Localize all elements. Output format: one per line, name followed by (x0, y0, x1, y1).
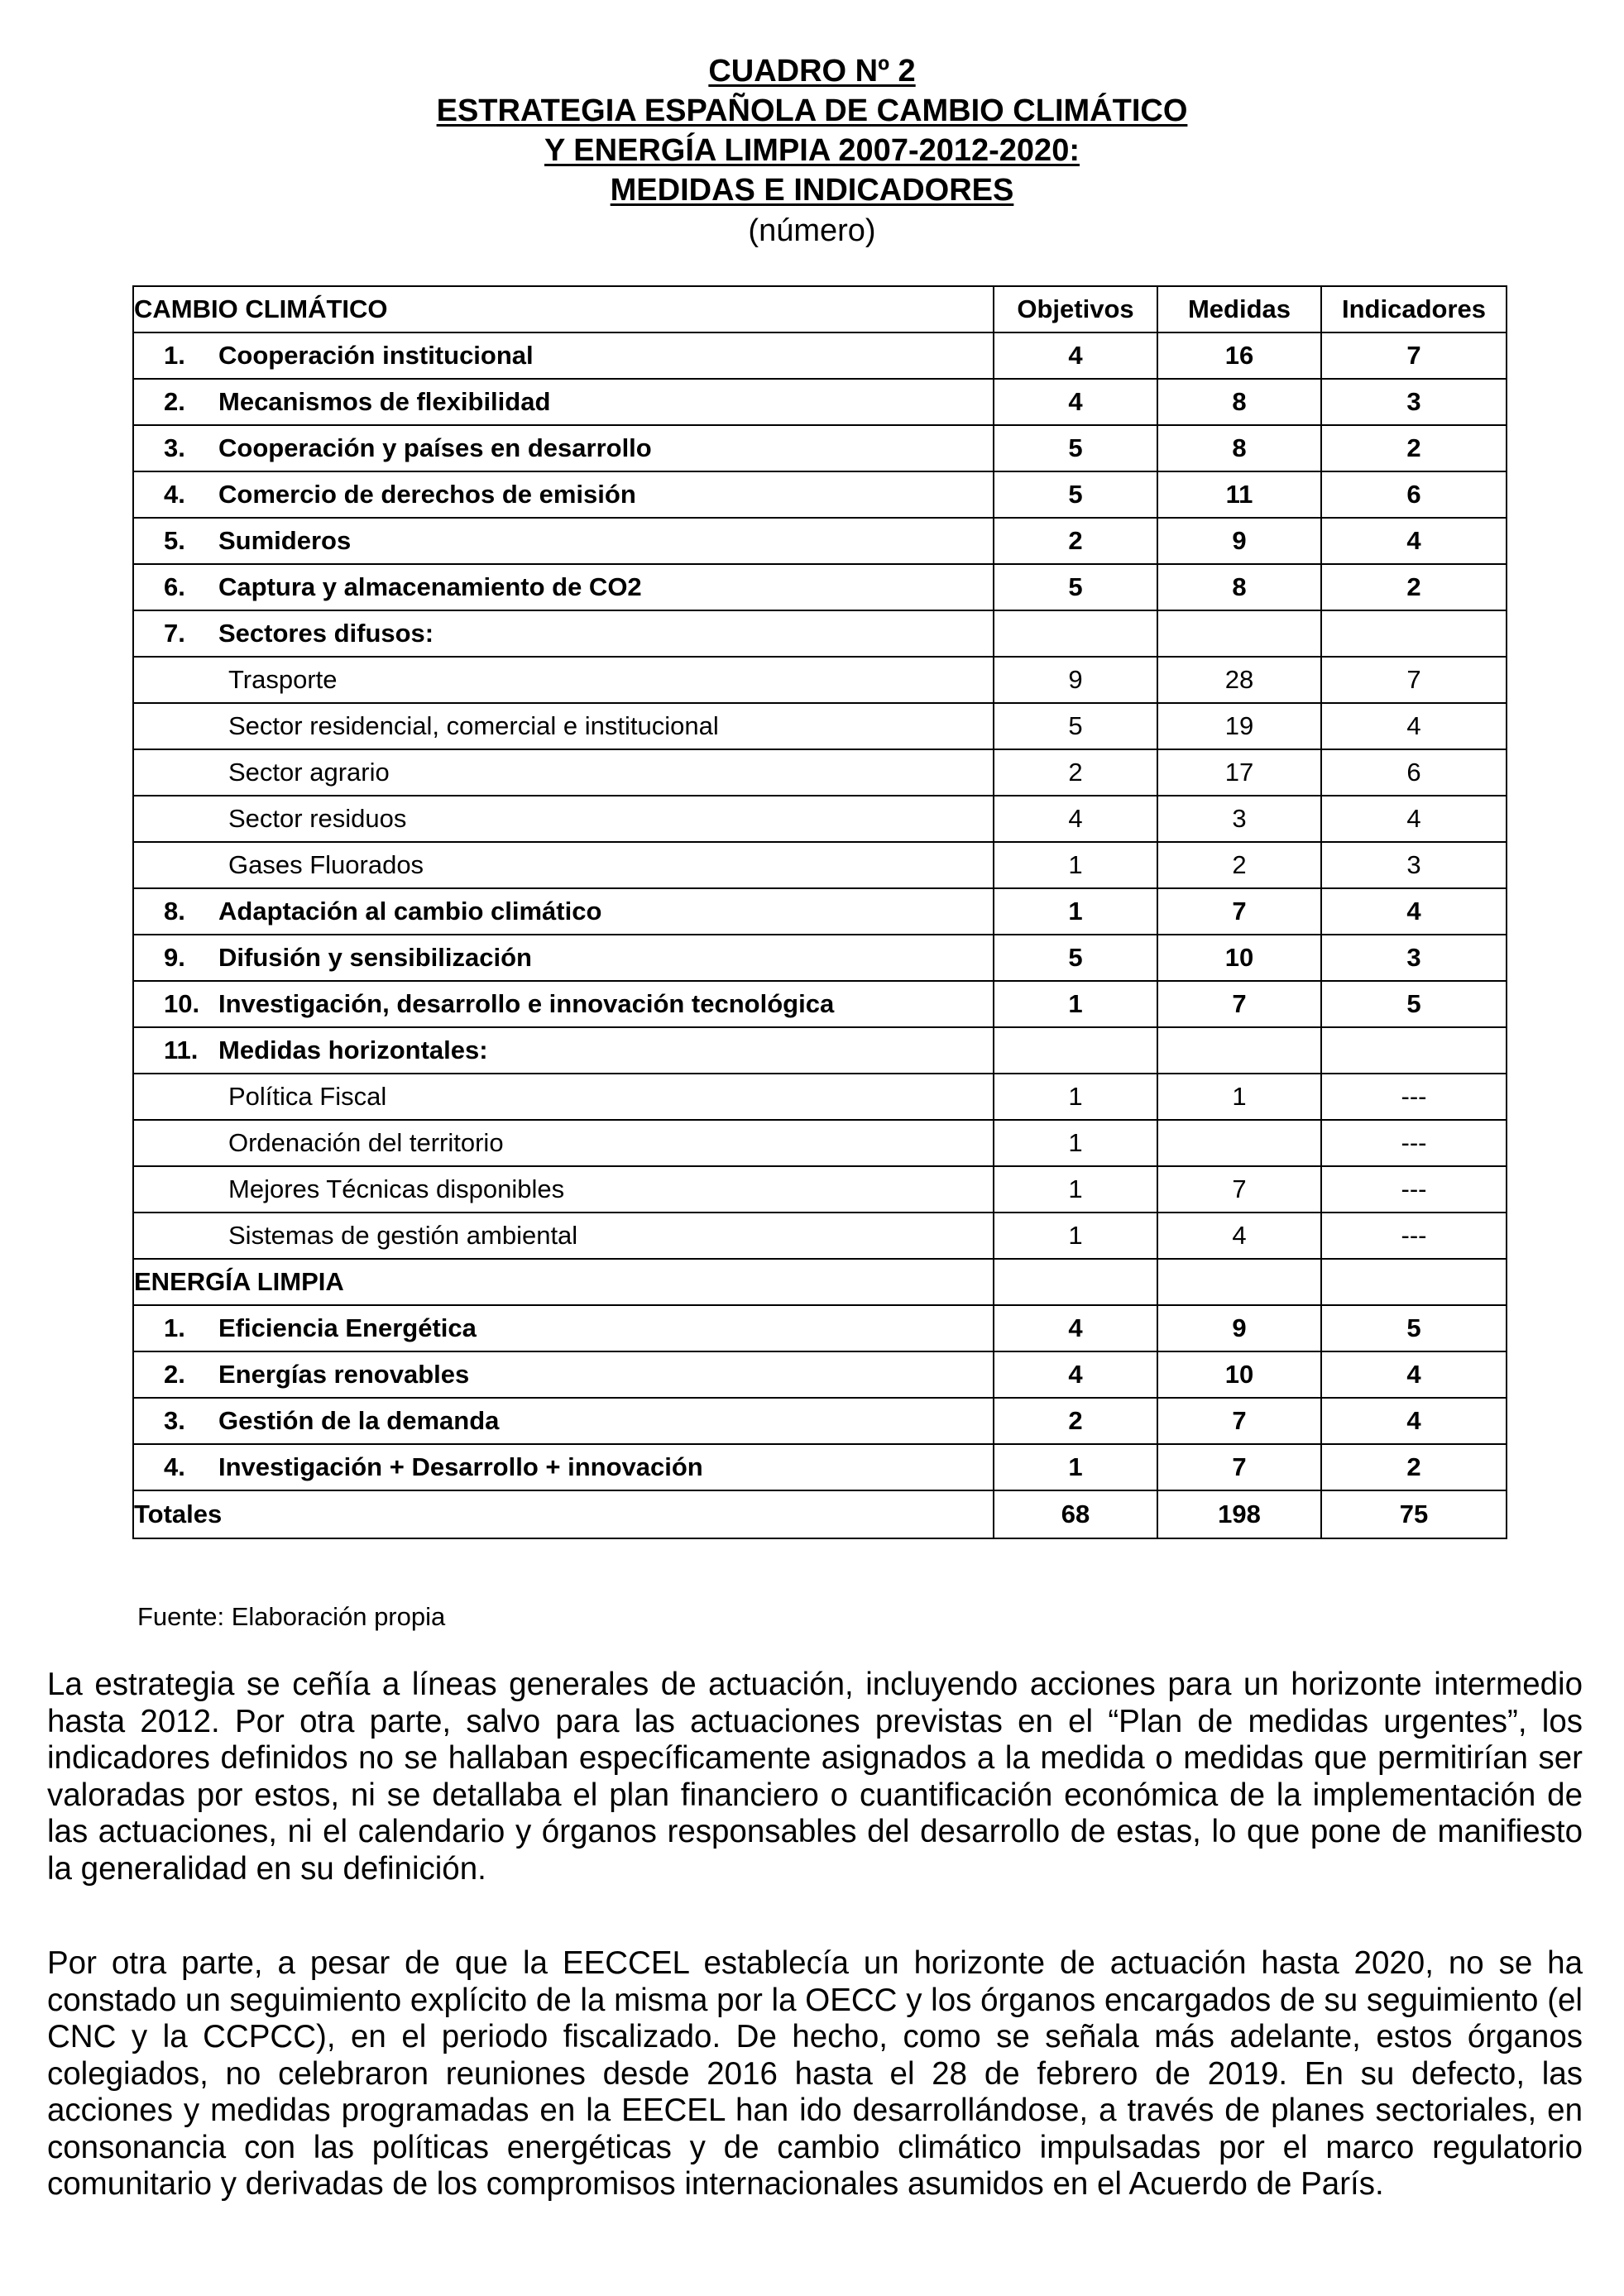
totals-row (133, 1490, 1507, 1538)
cc-label-cell (133, 564, 994, 610)
objetivos-cell: 9 (994, 657, 1157, 703)
item-number: 6. (164, 572, 185, 601)
heading-line-1: CUADRO Nº 2 (708, 54, 916, 88)
indicadores-cell: 7 (1321, 657, 1507, 703)
objetivos-cell: 1 (994, 1213, 1157, 1259)
medidas-cell: 7 (1157, 888, 1321, 935)
table-row (133, 518, 1507, 564)
indicadores-cell: 2 (1321, 1444, 1507, 1490)
measures-table-body (133, 286, 1507, 1538)
item-number: 4. (164, 1452, 185, 1481)
cc-label-cell (133, 379, 994, 425)
objetivos-cell: 1 (994, 842, 1157, 888)
cc-label-cell (133, 1213, 994, 1259)
item-number: 2. (164, 1360, 185, 1389)
subitem-label: Gases Fluorados (228, 850, 424, 879)
heading-line-3: Y ENERGÍA LIMPIA 2007-2012-2020: (544, 133, 1080, 168)
table-row (133, 471, 1507, 518)
objetivos-cell: 1 (994, 1074, 1157, 1120)
table-header-row (133, 286, 1507, 332)
indicadores-cell: 3 (1321, 842, 1507, 888)
objetivos-cell: 1 (994, 888, 1157, 935)
medidas-cell: 7 (1157, 1398, 1321, 1444)
paragraph-1: La estrategia se ceñía a líneas generales de actuación, incluyendo acciones para un horizonte intermedio hasta 2012. Por otra parte, salvo para las actuaciones previstas en el “Plan de medidas urgentes”, los indicadores definidos no se hallaban específicamente asignados a la medida o medidas que permitirían ser valoradas por estos, ni se detallaba el plan financiero o cuantificación económica de la implementación de las actuaciones, ni el calendario y órganos responsables del desarrollo de estas, lo que pone de manifiesto la generalidad en su definición. (47, 1667, 1583, 1887)
indicadores-cell (1321, 1027, 1507, 1074)
item-label: Adaptación al cambio climático (218, 897, 602, 926)
cc-label-cell (133, 981, 994, 1027)
indicadores-cell: 2 (1321, 564, 1507, 610)
item-label: Cooperación institucional (218, 341, 534, 370)
total-indicadores: 75 (1321, 1490, 1507, 1538)
medidas-cell: 7 (1157, 1166, 1321, 1213)
table-row (133, 564, 1507, 610)
header-indicadores: Indicadores (1321, 286, 1507, 332)
item-number: 1. (164, 1313, 185, 1342)
objetivos-cell: 5 (994, 703, 1157, 749)
medidas-cell (1157, 610, 1321, 657)
table-row (133, 332, 1507, 379)
indicadores-cell: 4 (1321, 888, 1507, 935)
indicadores-cell: 4 (1321, 518, 1507, 564)
cc-label-cell (133, 888, 994, 935)
table-row (133, 1351, 1507, 1398)
table-source: Fuente: Elaboración propia (137, 1602, 446, 1631)
objetivos-cell: 1 (994, 1444, 1157, 1490)
objetivos-cell: 4 (994, 1305, 1157, 1351)
medidas-cell: 9 (1157, 1305, 1321, 1351)
table-row (133, 888, 1507, 935)
table-row (133, 610, 1507, 657)
indicadores-cell: 5 (1321, 981, 1507, 1027)
medidas-cell: 17 (1157, 749, 1321, 796)
total-objetivos: 68 (994, 1490, 1157, 1538)
table-row (133, 935, 1507, 981)
objetivos-cell: 1 (994, 1166, 1157, 1213)
table-row (133, 1398, 1507, 1444)
table-row (133, 703, 1507, 749)
objetivos-cell: 5 (994, 471, 1157, 518)
item-label: Eficiencia Energética (218, 1313, 477, 1342)
objetivos-cell: 2 (994, 1398, 1157, 1444)
medidas-cell: 16 (1157, 332, 1321, 379)
item-number: 7. (164, 619, 185, 648)
medidas-cell: 11 (1157, 471, 1321, 518)
section-energia-limpia-label: ENERGÍA LIMPIA (133, 1259, 994, 1305)
item-label: Mecanismos de flexibilidad (218, 387, 551, 416)
item-number: 9. (164, 943, 185, 972)
cc-label-cell (133, 610, 994, 657)
subitem-label: Sector residuos (228, 804, 407, 833)
item-label: Medidas horizontales: (218, 1036, 488, 1064)
table-row (133, 657, 1507, 703)
item-label: Sumideros (218, 526, 352, 555)
cc-label-cell (133, 1166, 994, 1213)
objetivos-cell (994, 1027, 1157, 1074)
medidas-cell: 28 (1157, 657, 1321, 703)
item-number: 10. (164, 989, 200, 1018)
header-section-cambio-climatico: CAMBIO CLIMÁTICO (133, 286, 994, 332)
medidas-cell: 7 (1157, 1444, 1321, 1490)
header-medidas: Medidas (1157, 286, 1321, 332)
empty-cell (1157, 1259, 1321, 1305)
item-number: 3. (164, 433, 185, 462)
cc-label-cell (133, 518, 994, 564)
objetivos-cell: 4 (994, 332, 1157, 379)
subitem-label: Sistemas de gestión ambiental (228, 1221, 578, 1250)
heading-line-2: ESTRATEGIA ESPAÑOLA DE CAMBIO CLIMÁTICO (436, 93, 1188, 128)
item-label: Comercio de derechos de emisión (218, 480, 636, 509)
medidas-cell: 10 (1157, 1351, 1321, 1398)
el-label-cell (133, 1351, 994, 1398)
item-label: Investigación, desarrollo e innovación tecnológica (218, 989, 835, 1018)
item-number: 11. (164, 1036, 199, 1064)
objetivos-cell (994, 610, 1157, 657)
objetivos-cell: 5 (994, 425, 1157, 471)
indicadores-cell: 6 (1321, 749, 1507, 796)
totals-label: Totales (133, 1490, 994, 1538)
table-row (133, 1027, 1507, 1074)
indicadores-cell: 4 (1321, 796, 1507, 842)
item-number: 1. (164, 341, 185, 370)
item-number: 2. (164, 387, 185, 416)
objetivos-cell: 1 (994, 981, 1157, 1027)
indicadores-cell: --- (1321, 1074, 1507, 1120)
subitem-label: Sector agrario (228, 758, 390, 787)
cc-label-cell (133, 935, 994, 981)
table-row (133, 1213, 1507, 1259)
table-row (133, 842, 1507, 888)
item-label: Investigación + Desarrollo + innovación (218, 1452, 703, 1481)
cc-label-cell (133, 425, 994, 471)
table-row (133, 796, 1507, 842)
objetivos-cell: 4 (994, 379, 1157, 425)
cc-label-cell (133, 471, 994, 518)
item-label: Difusión y sensibilización (218, 943, 532, 972)
table-row (133, 1166, 1507, 1213)
cc-label-cell (133, 657, 994, 703)
table-row (133, 981, 1507, 1027)
item-label: Energías renovables (218, 1360, 470, 1389)
table-row (133, 1444, 1507, 1490)
item-label: Cooperación y países en desarrollo (218, 433, 652, 462)
item-number: 5. (164, 526, 185, 555)
total-medidas: 198 (1157, 1490, 1321, 1538)
item-label: Captura y almacenamiento de CO2 (218, 572, 642, 601)
heading-line-4: MEDIDAS E INDICADORES (610, 173, 1014, 208)
indicadores-cell: 6 (1321, 471, 1507, 518)
indicadores-cell: 3 (1321, 935, 1507, 981)
indicadores-cell: 5 (1321, 1305, 1507, 1351)
item-number: 8. (164, 897, 185, 926)
table-heading (0, 51, 1624, 251)
objetivos-cell: 4 (994, 1351, 1157, 1398)
cc-label-cell (133, 1120, 994, 1166)
table-row (133, 425, 1507, 471)
subitem-label: Mejores Técnicas disponibles (228, 1174, 565, 1203)
cc-label-cell (133, 796, 994, 842)
subitem-label: Ordenación del territorio (228, 1128, 504, 1157)
measures-table (132, 285, 1507, 1539)
item-label: Sectores difusos: (218, 619, 434, 648)
indicadores-cell: 4 (1321, 1351, 1507, 1398)
objetivos-cell: 5 (994, 564, 1157, 610)
cc-label-cell (133, 332, 994, 379)
medidas-cell: 19 (1157, 703, 1321, 749)
header-objetivos: Objetivos (994, 286, 1157, 332)
medidas-cell: 8 (1157, 564, 1321, 610)
indicadores-cell: --- (1321, 1120, 1507, 1166)
table-row (133, 1074, 1507, 1120)
table-row (133, 1120, 1507, 1166)
item-number: 4. (164, 480, 185, 509)
paragraph-2: Por otra parte, a pesar de que la EECCEL establecía un horizonte de actuación hasta 2020, no se ha constado un seguimiento explícito de la misma por la OECC y los órganos encargados de su seguimiento (el CNC y la CCPCC), en el periodo fiscalizado. De hecho, como se señala más adelante, estos órganos colegiados, no celebraron reuniones desde 2016 hasta el 28 de febrero de 2019. En su defecto, las acciones y medidas programadas en la EECEL han ido desarrollándose, a través de planes sectoriales, en consonancia con las políticas energéticas y de cambio climático impulsadas por el marco regulatorio comunitario y derivadas de los compromisos internacionales asumidos en el Acuerdo de París. (47, 1945, 1583, 2202)
medidas-cell: 10 (1157, 935, 1321, 981)
indicadores-cell: 7 (1321, 332, 1507, 379)
item-number: 3. (164, 1406, 185, 1435)
indicadores-cell: --- (1321, 1213, 1507, 1259)
indicadores-cell: 2 (1321, 425, 1507, 471)
objetivos-cell: 5 (994, 935, 1157, 981)
cc-label-cell (133, 703, 994, 749)
medidas-cell: 3 (1157, 796, 1321, 842)
medidas-cell (1157, 1120, 1321, 1166)
empty-cell (994, 1259, 1157, 1305)
objetivos-cell: 2 (994, 749, 1157, 796)
el-label-cell (133, 1444, 994, 1490)
indicadores-cell: 4 (1321, 1398, 1507, 1444)
cc-label-cell (133, 749, 994, 796)
objetivos-cell: 4 (994, 796, 1157, 842)
medidas-cell: 7 (1157, 981, 1321, 1027)
indicadores-cell: 3 (1321, 379, 1507, 425)
table-row (133, 379, 1507, 425)
table-row (133, 1305, 1507, 1351)
medidas-cell: 8 (1157, 379, 1321, 425)
indicadores-cell: 4 (1321, 703, 1507, 749)
subitem-label: Trasporte (228, 665, 338, 694)
cc-label-cell (133, 1074, 994, 1120)
medidas-cell: 4 (1157, 1213, 1321, 1259)
medidas-cell (1157, 1027, 1321, 1074)
medidas-cell: 2 (1157, 842, 1321, 888)
heading-unit: (número) (748, 213, 876, 248)
indicadores-cell: --- (1321, 1166, 1507, 1213)
medidas-cell: 8 (1157, 425, 1321, 471)
medidas-cell: 1 (1157, 1074, 1321, 1120)
objetivos-cell: 1 (994, 1120, 1157, 1166)
medidas-cell: 9 (1157, 518, 1321, 564)
el-label-cell (133, 1398, 994, 1444)
subitem-label: Sector residencial, comercial e institucional (228, 711, 719, 740)
empty-cell (1321, 1259, 1507, 1305)
el-label-cell (133, 1305, 994, 1351)
objetivos-cell: 2 (994, 518, 1157, 564)
table-row (133, 749, 1507, 796)
item-label: Gestión de la demanda (218, 1406, 500, 1435)
indicadores-cell (1321, 610, 1507, 657)
subitem-label: Política Fiscal (228, 1082, 387, 1111)
cc-label-cell (133, 1027, 994, 1074)
cc-label-cell (133, 842, 994, 888)
section-row-energia-limpia (133, 1259, 1507, 1305)
